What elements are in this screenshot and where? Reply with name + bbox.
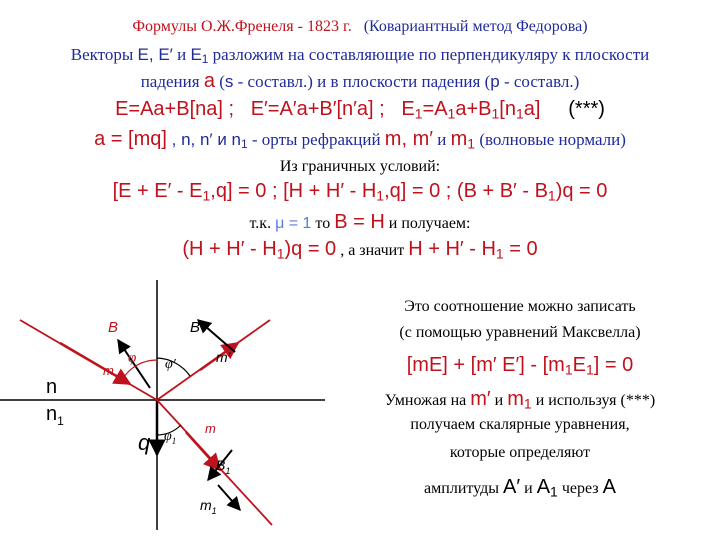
intro-line-1 bbox=[0, 45, 720, 65]
boundary-equations: $[E + E' - E_1,q] = 0$ ; $[H + H' - H_1,q] = 0$ ; $(B + B' - B_1)q = 0$ bbox=[112, 180, 608, 204]
m1-vector: $m_1$ bbox=[450, 128, 476, 152]
vectors-e: E, E′ bbox=[137, 45, 173, 64]
s-component: s bbox=[224, 72, 234, 91]
label-m-prime: m′ bbox=[216, 349, 231, 365]
right-text-block bbox=[325, 298, 715, 499]
hence-text: , а значит bbox=[336, 242, 409, 259]
label-q: q bbox=[138, 430, 151, 455]
mu-equals-one: μ = 1 bbox=[275, 215, 312, 232]
eq-e-prime: E′=A′a+B′[n′a] ; bbox=[250, 98, 385, 120]
eq-h-q: $(H + H' - H_1)q = 0$ bbox=[182, 238, 337, 262]
label-m-transmitted: m bbox=[205, 421, 216, 436]
header-line bbox=[0, 18, 720, 36]
label-b-prime: B′ bbox=[190, 319, 203, 336]
h-equation-line bbox=[0, 238, 720, 261]
label-phi-prime: φ′ bbox=[165, 357, 176, 372]
eq-e: E=Aa+B[na] ; bbox=[115, 98, 235, 120]
intro-and: и bbox=[172, 45, 191, 64]
transmitted-m-vector bbox=[186, 432, 220, 470]
obtain-text: и получаем: bbox=[384, 215, 471, 232]
label-phi1: $\varphi_1$ bbox=[164, 429, 177, 446]
label-m1: $m_1$ bbox=[200, 497, 217, 516]
intro-text: Векторы bbox=[70, 45, 138, 64]
multiply-line: Умножая на m′ и $m_1$ и используя (***) bbox=[384, 388, 656, 412]
boundary-conditions-label: Из граничных условий: bbox=[279, 158, 441, 175]
intro-line-2 bbox=[0, 70, 720, 93]
since-text: т.к. bbox=[249, 215, 276, 232]
n-vectors: , n, n′ и n bbox=[166, 130, 242, 149]
label-b1: $B_1$ bbox=[216, 457, 231, 476]
determine-note: которые определяют bbox=[449, 444, 591, 461]
reflected-b-vector bbox=[198, 320, 235, 352]
eq-a-definition: a = [mq] bbox=[94, 128, 167, 150]
label-b: B bbox=[108, 319, 119, 336]
intro-text-3: падения bbox=[140, 72, 204, 91]
maxwell-note: (с помощью уравнений Максвелла) bbox=[399, 324, 641, 341]
eq-reference-stars: (***) bbox=[568, 98, 605, 120]
p-component: p bbox=[490, 72, 500, 91]
equation-field-decomposition bbox=[0, 98, 720, 121]
refraction-text: - орты рефракций bbox=[247, 130, 385, 149]
mu-condition-line bbox=[0, 211, 720, 234]
eq-e1: $E_1=A_1a+B_1[n_1a]$ bbox=[401, 98, 541, 122]
label-n: n bbox=[46, 376, 58, 398]
refraction-unit-vectors-line: a = [mq] , n, n′ и $n_1$ - орты рефракций m, m′ и $m_1$ (волновые нормали) bbox=[94, 128, 626, 152]
label-n1: $n_1$ bbox=[46, 403, 64, 428]
title-year: - 1823 г. bbox=[293, 18, 352, 35]
vector-a: a bbox=[203, 70, 215, 92]
label-m: m bbox=[103, 363, 114, 378]
page-title: Формулы О.Ж.Френеля bbox=[132, 18, 294, 35]
intro-text-2: разложим на составляющие по перпендикуляру к плоскости bbox=[208, 45, 650, 64]
amplitudes-line: амплитуды A′ и $A_1$ через A bbox=[424, 476, 616, 500]
then-text: то bbox=[311, 215, 335, 232]
label-phi: φ bbox=[128, 350, 137, 366]
incident-m-vector bbox=[60, 343, 130, 384]
intro-text-5: - составл.) bbox=[499, 72, 580, 91]
wave-normals-note: (волновые нормали) bbox=[475, 130, 626, 149]
intro-text-4: - составл.) и в плоскости падения ( bbox=[233, 72, 491, 91]
vector-e1: $E_1$ bbox=[190, 45, 209, 66]
m1-vector-arrow bbox=[218, 485, 240, 510]
maxwell-equation: [mE] + [m′ $E'] - [m_1E_1] = 0$ bbox=[406, 354, 634, 378]
b-equals-h: B = H bbox=[334, 211, 385, 233]
scalar-equations-note: получаем скалярные уравнения, bbox=[410, 416, 630, 433]
m-vectors: m, m′ bbox=[384, 128, 433, 150]
eq-h-sum: $H + H' - H_1 = 0$ bbox=[408, 238, 538, 262]
and-text: и bbox=[432, 130, 451, 149]
method-note: (Ковариантный метод Федорова) bbox=[363, 18, 588, 35]
fresnel-refraction-diagram bbox=[0, 280, 330, 540]
relation-note: Это соотношение можно записать bbox=[404, 298, 636, 315]
intro-paren: ( bbox=[214, 72, 225, 91]
